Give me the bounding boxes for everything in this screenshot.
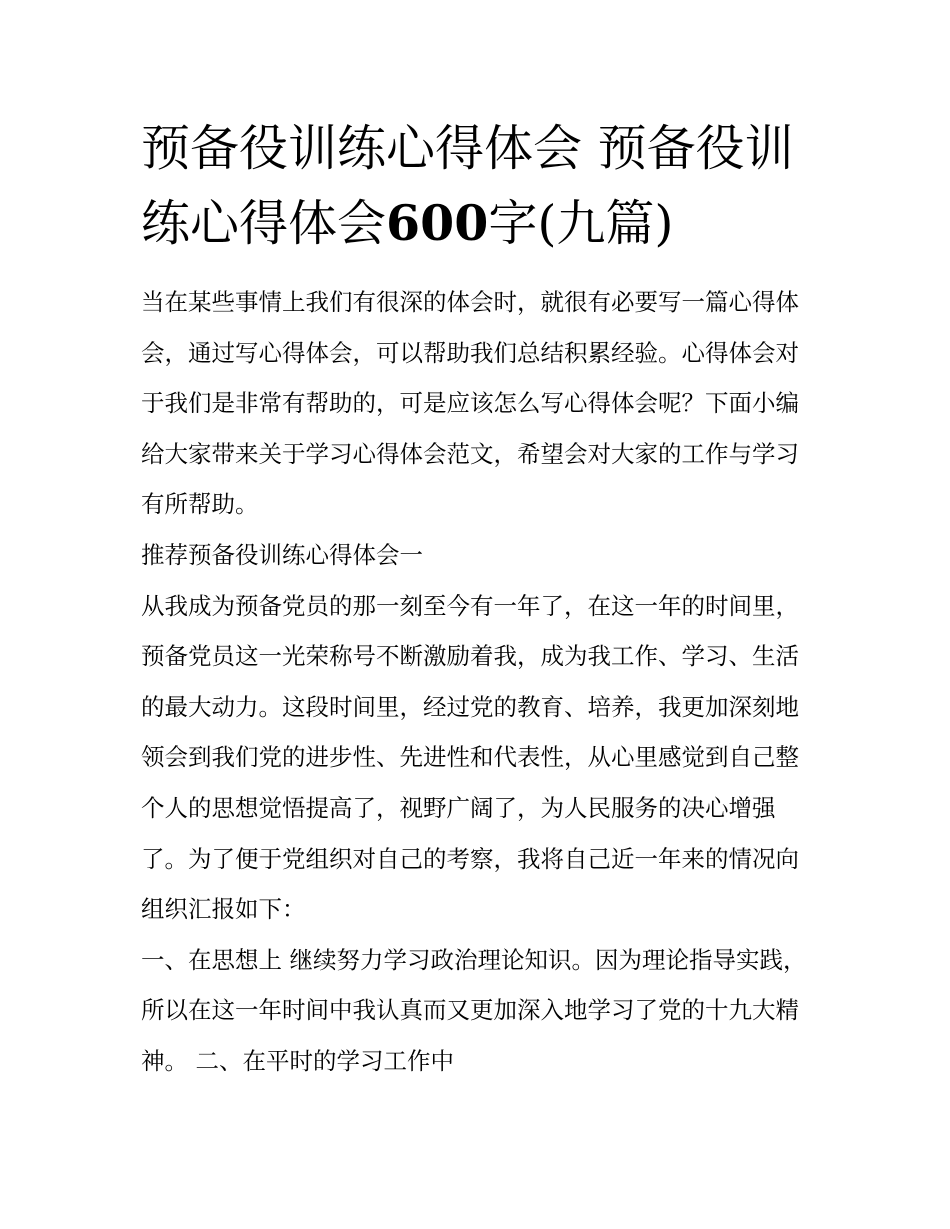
section-heading: 推荐预备役训练心得体会一	[141, 540, 423, 569]
title-number: 600	[386, 194, 489, 252]
body-paragraph: 从我成为预备党员的那一刻至今有一年了，在这一年的时间里，预备党员这一光荣称号不断激励着我，成为我工作、学习、生活的最大动力。这段时间里，经过党的教育、培养，我更加深刻地领会到我们党的进步性、先进性和代表性，从心里感觉到自己整个人的思想觉悟提高了，视野广阔了，为人民服务的决心增强了。为了便于党组织对自己的考察，我将自己近一年来的情况向组织汇报如下：	[141, 591, 799, 924]
title-text: 预备役训练心得体会 预备役训练心得体会	[141, 120, 794, 252]
body-paragraph: 一、在思想上 继续努力学习政治理论知识。因为理论指导实践，所以在这一年时间中我认真而又更加深入地学习了党的十九大精神。 二、在平时的学习工作中	[141, 945, 807, 1075]
document-body	[141, 112, 816, 1087]
intro-paragraph: 当在某些事情上我们有很深的体会时，就很有必要写一篇心得体会，通过写心得体会，可以帮助我们总结积累经验。心得体会对于我们是非常有帮助的，可是应该怎么写心得体会呢？下面小编给大家带来关于学习心得体会范文，希望会对大家的工作与学习有所帮助。	[141, 288, 799, 519]
title-suffix: 字(九篇)	[488, 195, 674, 252]
document-title	[141, 112, 816, 261]
